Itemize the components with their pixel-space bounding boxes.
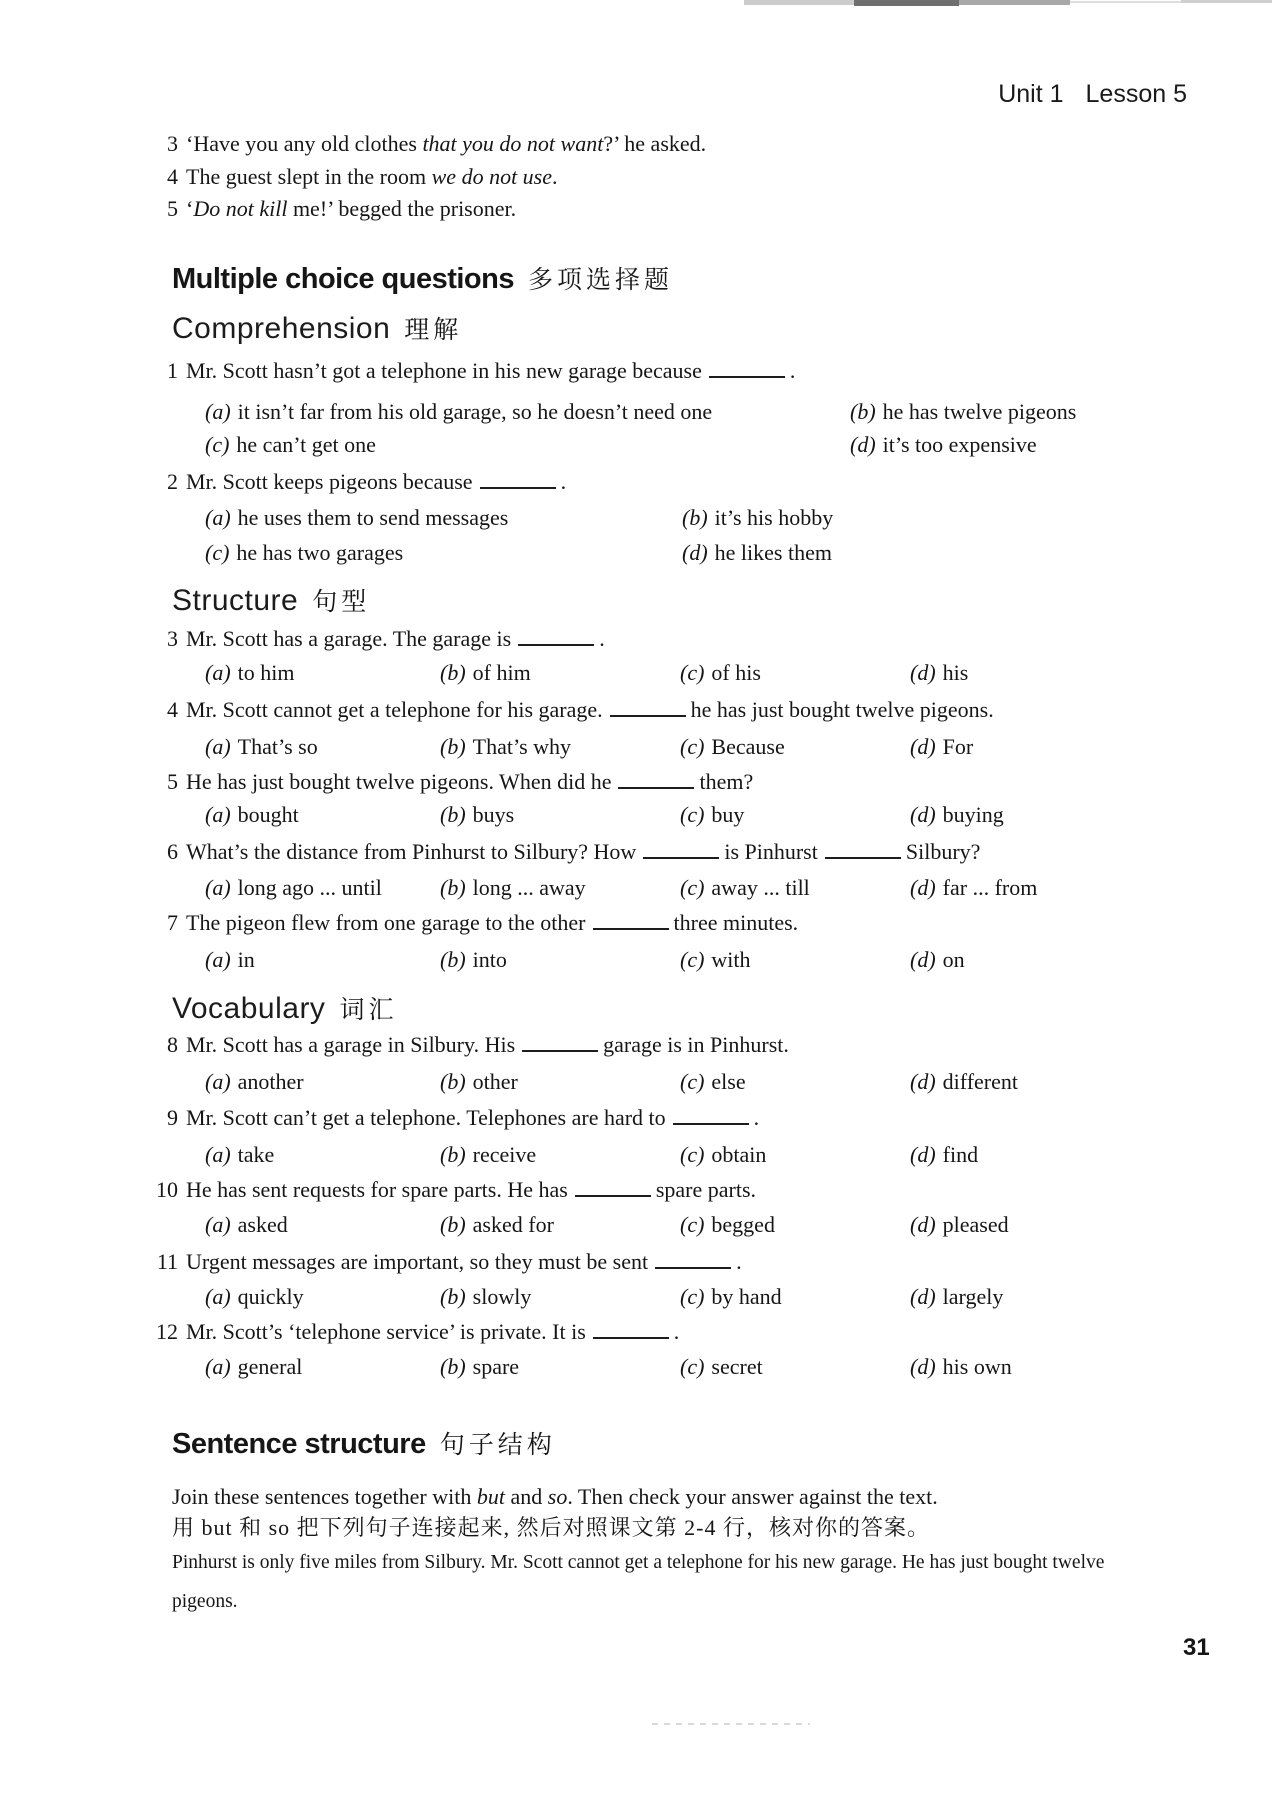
section-heading-structure: [0, 584, 1272, 620]
options-row: [0, 802, 1272, 828]
item-number: 5: [167, 196, 178, 221]
section-heading-comprehension: [0, 312, 1272, 348]
option-text: take: [237, 1142, 275, 1167]
intro-item: [0, 164, 1272, 190]
option-a: (a) quickly: [205, 1284, 304, 1309]
option-text: in: [237, 947, 255, 972]
options-row: [0, 1069, 1272, 1095]
answer-blank: [673, 1105, 749, 1125]
heading-en: Sentence structure: [172, 1428, 426, 1460]
question-text: Mr. Scott hasn’t got a telephone in his new garage because .: [186, 358, 796, 383]
option-text: another: [237, 1069, 304, 1094]
option-b: (b) That’s why: [440, 734, 572, 759]
scan-artifact-top-strip: [959, 0, 1070, 5]
intro-item: [0, 196, 1272, 222]
question-10: [0, 1177, 1272, 1203]
section-heading-vocabulary: [0, 992, 1272, 1028]
heading-en: Structure: [172, 584, 299, 617]
heading-zh: 句子结构: [439, 1432, 556, 1459]
option-c: (c) away ... till: [680, 875, 810, 900]
answer-blank: [593, 910, 669, 930]
option-a: (a) take: [205, 1142, 275, 1167]
question-4: [0, 697, 1272, 723]
options-row: [0, 505, 1272, 531]
heading-en: Multiple choice questions: [172, 263, 514, 295]
options-row: [0, 734, 1272, 760]
option-a: (a) long ago ... until: [205, 875, 382, 900]
answer-blank: [593, 1319, 669, 1339]
question-5: [0, 769, 1272, 795]
option-text: he uses them to send messages: [237, 505, 509, 530]
option-text: quickly: [237, 1284, 304, 1309]
option-c: (c) secret: [680, 1354, 763, 1379]
option-a: (a) to him: [205, 660, 295, 685]
question-text: Mr. Scott keeps pigeons because .: [186, 469, 567, 494]
scan-artifact-top-strip: [744, 0, 854, 5]
option-b: (b) into: [440, 947, 507, 972]
question-text: He has just bought twelve pigeons. When did he them?: [186, 769, 754, 794]
option-c: (c) he has two garages: [205, 540, 404, 565]
question-text: Mr. Scott has a garage. The garage is .: [186, 626, 605, 651]
question-6: [0, 839, 1272, 865]
option-text: else: [711, 1069, 746, 1094]
option-text: obtain: [711, 1142, 767, 1167]
option-text: Because: [711, 734, 785, 759]
options-row: [0, 1212, 1272, 1238]
option-text: it’s his hobby: [714, 505, 834, 530]
answer-blank: [480, 469, 556, 489]
options-row: [0, 1354, 1272, 1380]
exercise-text-line-1: Pinhurst is only five miles from Silbury. Mr. Scott cannot get a telephone for his new garage. He has just bought twelve: [172, 1552, 1105, 1573]
heading-zh: 多项选择题: [528, 267, 674, 294]
answer-blank: [575, 1177, 651, 1197]
option-b: (b) receive: [440, 1142, 537, 1167]
question-number: 10: [156, 1177, 178, 1202]
question-number: 3: [167, 626, 178, 651]
answer-blank: [825, 839, 901, 859]
scan-artifact-bottom-dashes: [652, 1723, 810, 1725]
option-text: he has two garages: [236, 540, 404, 565]
option-text: different: [942, 1069, 1018, 1094]
option-d: (d) buying: [910, 802, 1004, 827]
answer-blank: [610, 697, 686, 717]
question-text: Mr. Scott cannot get a telephone for his garage. he has just bought twelve pigeons.: [186, 697, 994, 722]
question-number: 2: [167, 469, 178, 494]
answer-blank: [522, 1032, 598, 1052]
option-text: buy: [711, 802, 745, 827]
option-text: pleased: [942, 1212, 1009, 1237]
option-d: (d) his: [910, 660, 969, 685]
option-text: long ... away: [472, 875, 586, 900]
option-a: (a) in: [205, 947, 255, 972]
question-text: Mr. Scott has a garage in Silbury. His garage is in Pinhurst.: [186, 1032, 789, 1057]
scan-artifact-top-strip: [1070, 1, 1181, 3]
question-number: 12: [156, 1319, 178, 1344]
heading-en: Comprehension: [172, 312, 391, 345]
option-text: For: [942, 734, 974, 759]
option-text: asked for: [472, 1212, 554, 1237]
option-d: (d) on: [910, 947, 965, 972]
options-row: [0, 1284, 1272, 1310]
option-text: receive: [472, 1142, 537, 1167]
question-9: [0, 1105, 1272, 1131]
answer-blank: [643, 839, 719, 859]
page-header: [0, 80, 1187, 109]
instruction-line-zh: 用 but 和 so 把下列句子连接起来, 然后对照课文第 2-4 行，核对你的答案。: [172, 1515, 931, 1540]
question-text: Urgent messages are important, so they must be sent .: [186, 1249, 742, 1274]
instruction-line: Join these sentences together with but and so. Then check your answer against the text.: [172, 1484, 938, 1509]
question-text: What’s the distance from Pinhurst to Silbury? How is Pinhurst Silbury?: [186, 839, 981, 864]
option-d: (d) his own: [910, 1354, 1012, 1379]
option-a: (a) general: [205, 1354, 303, 1379]
option-a: (a) he uses them to send messages: [205, 505, 509, 530]
question-number: 7: [167, 910, 178, 935]
item-text: The guest slept in the room we do not use.: [186, 164, 558, 189]
question-7: [0, 910, 1272, 936]
question-number: 8: [167, 1032, 178, 1057]
option-d: (d) find: [910, 1142, 979, 1167]
sentence-structure-heading: [0, 1427, 1272, 1463]
option-text: it isn’t far from his old garage, so he doesn’t need one: [237, 399, 713, 424]
heading-zh: 句型: [312, 589, 371, 616]
item-text: ‘Have you any old clothes that you do not want?’ he asked.: [186, 131, 707, 156]
option-text: bought: [237, 802, 299, 827]
option-c: (c) he can’t get one: [205, 432, 376, 457]
answer-blank: [618, 769, 694, 789]
options-row: [0, 540, 1272, 566]
option-a: (a) That’s so: [205, 734, 318, 759]
mcq-heading: [0, 262, 1272, 298]
option-a: (a) asked: [205, 1212, 288, 1237]
option-d: (d) it’s too expensive: [850, 432, 1037, 457]
intro-item: [0, 131, 1272, 157]
option-c: (c) with: [680, 947, 751, 972]
option-d: (d) For: [910, 734, 974, 759]
option-text: find: [942, 1142, 979, 1167]
option-text: buying: [942, 802, 1004, 827]
item-number: 4: [167, 164, 178, 189]
question-text: He has sent requests for spare parts. He has spare parts.: [186, 1177, 757, 1202]
question-number: 5: [167, 769, 178, 794]
question-number: 4: [167, 697, 178, 722]
exercise-text-line-2: pigeons.: [172, 1591, 238, 1612]
option-a: (a) another: [205, 1069, 304, 1094]
option-b: (b) it’s his hobby: [682, 505, 834, 530]
option-text: on: [942, 947, 965, 972]
option-text: into: [472, 947, 507, 972]
option-b: (b) long ... away: [440, 875, 586, 900]
option-text: That’s so: [237, 734, 318, 759]
option-text: slowly: [472, 1284, 532, 1309]
option-text: by hand: [711, 1284, 782, 1309]
option-d: (d) different: [910, 1069, 1018, 1094]
question-number: 11: [156, 1249, 178, 1274]
option-text: his own: [942, 1354, 1012, 1379]
option-text: it’s too expensive: [882, 432, 1037, 457]
options-row: [0, 947, 1272, 973]
option-text: secret: [711, 1354, 763, 1379]
option-text: his: [942, 660, 969, 685]
option-text: buys: [472, 802, 515, 827]
option-text: spare: [472, 1354, 520, 1379]
option-d: (d) largely: [910, 1284, 1004, 1309]
question-number: 1: [167, 358, 178, 383]
option-text: he can’t get one: [236, 432, 376, 457]
option-b: (b) slowly: [440, 1284, 532, 1309]
option-c: (c) begged: [680, 1212, 775, 1237]
option-b: (b) asked for: [440, 1212, 554, 1237]
option-c: (c) else: [680, 1069, 746, 1094]
answer-blank: [709, 358, 785, 378]
option-d: (d) far ... from: [910, 875, 1038, 900]
option-d: (d) he likes them: [682, 540, 832, 565]
page-number: 31: [1183, 1634, 1210, 1661]
option-c: (c) obtain: [680, 1142, 767, 1167]
question-number: 9: [167, 1105, 178, 1130]
option-c: (c) by hand: [680, 1284, 782, 1309]
option-text: other: [472, 1069, 518, 1094]
options-row: [0, 875, 1272, 901]
option-text: general: [237, 1354, 303, 1379]
option-b: (b) he has twelve pigeons: [850, 399, 1077, 424]
option-text: he has twelve pigeons: [882, 399, 1077, 424]
scan-artifact-top-strip: [854, 0, 959, 6]
question-12: [0, 1319, 1272, 1345]
question-2: [0, 469, 1272, 495]
option-text: to him: [237, 660, 295, 685]
unit-label: Unit 1: [998, 80, 1064, 108]
option-text: begged: [711, 1212, 775, 1237]
option-text: of him: [472, 660, 531, 685]
option-text: he likes them: [714, 540, 832, 565]
question-text: Mr. Scott can’t get a telephone. Telephones are hard to .: [186, 1105, 760, 1130]
option-text: away ... till: [711, 875, 810, 900]
option-b: (b) buys: [440, 802, 515, 827]
question-text: Mr. Scott’s ‘telephone service’ is private. It is .: [186, 1319, 680, 1344]
options-row: [0, 399, 1272, 425]
option-b: (b) of him: [440, 660, 531, 685]
question-3: [0, 626, 1272, 652]
option-b: (b) spare: [440, 1354, 520, 1379]
option-text: far ... from: [942, 875, 1038, 900]
heading-zh: 理解: [404, 317, 463, 344]
option-a: (a) it isn’t far from his old garage, so he doesn’t need one: [205, 399, 713, 424]
options-row: [0, 432, 1272, 458]
option-c: (c) of his: [680, 660, 761, 685]
option-d: (d) pleased: [910, 1212, 1009, 1237]
question-text: The pigeon flew from one garage to the other three minutes.: [186, 910, 799, 935]
answer-blank: [518, 626, 594, 646]
question-11: [0, 1249, 1272, 1275]
option-c: (c) Because: [680, 734, 785, 759]
item-number: 3: [167, 131, 178, 156]
heading-en: Vocabulary: [172, 992, 326, 1025]
heading-zh: 词汇: [339, 997, 398, 1024]
option-text: with: [711, 947, 751, 972]
question-1: [0, 358, 1272, 384]
option-text: asked: [237, 1212, 288, 1237]
option-text: long ago ... until: [237, 875, 382, 900]
question-8: [0, 1032, 1272, 1058]
options-row: [0, 660, 1272, 686]
option-a: (a) bought: [205, 802, 299, 827]
option-text: largely: [942, 1284, 1004, 1309]
scan-artifact-top-strip: [1181, 0, 1272, 3]
option-text: That’s why: [472, 734, 572, 759]
options-row: [0, 1142, 1272, 1168]
option-text: of his: [711, 660, 761, 685]
option-b: (b) other: [440, 1069, 518, 1094]
option-c: (c) buy: [680, 802, 745, 827]
item-text: ‘Do not kill me!’ begged the prisoner.: [186, 196, 517, 221]
question-number: 6: [167, 839, 178, 864]
lesson-label: Lesson 5: [1085, 80, 1187, 108]
answer-blank: [655, 1249, 731, 1269]
